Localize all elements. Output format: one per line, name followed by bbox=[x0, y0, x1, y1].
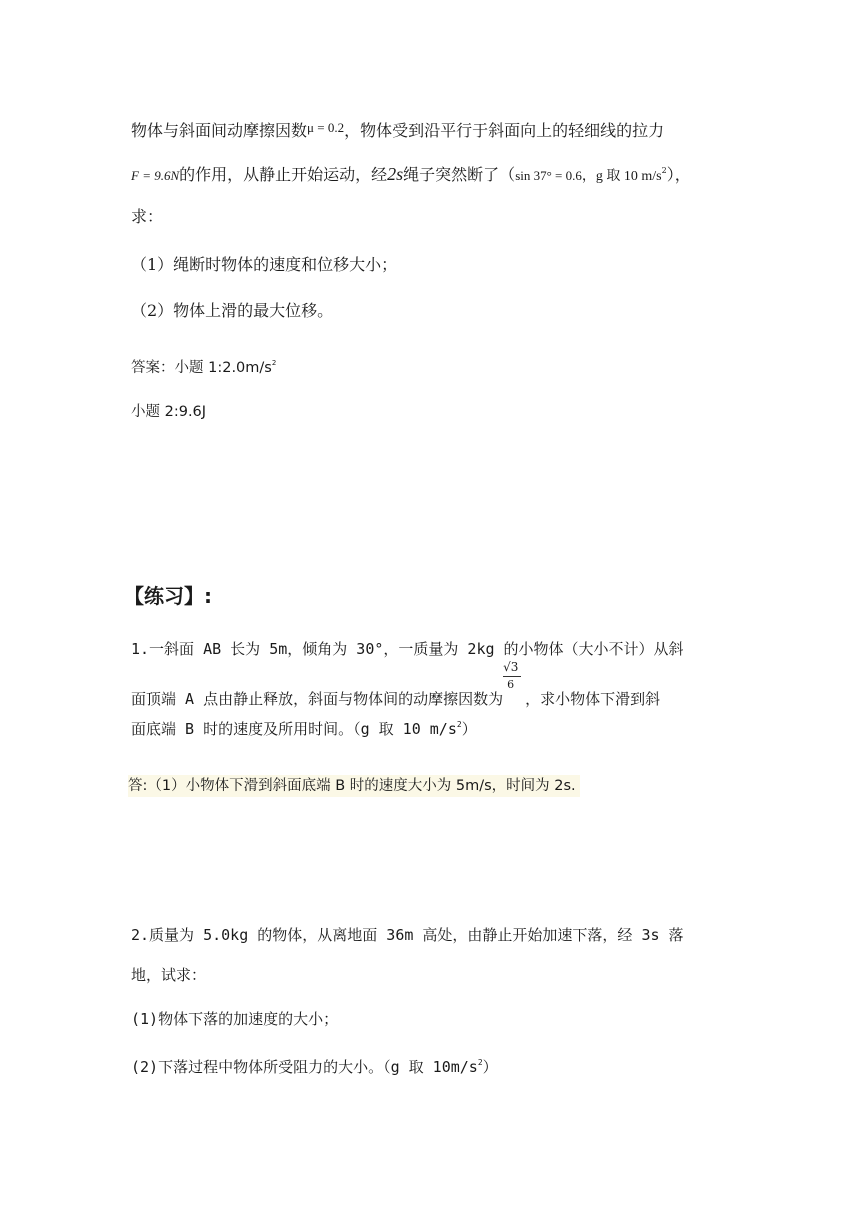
highlighted-answer: 答:（1）小物体下滑到斜面底端 B 时的速度大小为 5m/s，时间为 2s. bbox=[128, 775, 580, 797]
practice-2-line-1: 2.质量为 5.0kg 的物体，从离地面 36m 高处，由静止开始加速下落，经 3s 落 bbox=[131, 926, 684, 944]
problem-text: 绳子突然断了（ bbox=[403, 165, 516, 184]
superscript: 2 bbox=[456, 720, 462, 729]
superscript: 2 bbox=[477, 1058, 483, 1067]
superscript: 2 bbox=[661, 166, 667, 175]
question-2: （2）物体上滑的最大位移。 bbox=[131, 301, 334, 320]
problem-text: 物体与斜面间动摩擦因数 bbox=[131, 121, 308, 140]
answer-1 bbox=[131, 356, 276, 377]
practice-text: ，求小物体下滑到斜 bbox=[525, 690, 661, 708]
practice-text: 面顶端 A 点由静止释放，斜面与物体间的动摩擦因数为 bbox=[131, 690, 504, 708]
practice-heading: 【练习】: bbox=[124, 584, 212, 608]
superscript: 2 bbox=[271, 359, 277, 367]
practice-2-question-2 bbox=[131, 1056, 498, 1077]
practice-1-line-3 bbox=[131, 718, 477, 739]
problem-text: ，物体受到沿平行于斜面向上的轻细线的拉力 bbox=[344, 121, 665, 140]
practice-2-question-1: (1)物体下落的加速度的大小； bbox=[131, 1010, 339, 1028]
practice-1-answer bbox=[128, 774, 580, 795]
practice-1-line-2 bbox=[131, 660, 661, 709]
force-formula: F = 9.6N bbox=[131, 168, 180, 183]
mu-formula: μ = 0.2 bbox=[307, 120, 345, 135]
practice-text: ） bbox=[482, 1058, 498, 1076]
problem-line-1 bbox=[131, 118, 664, 141]
time-formula: 2s bbox=[387, 164, 404, 184]
answer-text: 答案：小题 1:2.0m/s bbox=[131, 360, 272, 376]
fraction-numerator: √3 bbox=[503, 660, 519, 674]
sqrt3-over-6-fraction bbox=[503, 660, 525, 706]
problem-text: 的作用，从静止开始运动，经 bbox=[179, 165, 388, 184]
question-1: （1）绳断时物体的速度和位移大小； bbox=[131, 255, 398, 274]
answer-2: 小题 2:9.6J bbox=[131, 404, 207, 420]
practice-1-line-1: 1.一斜面 AB 长为 5m，倾角为 30°，一质量为 2kg 的小物体（大小不计）从斜 bbox=[131, 640, 684, 658]
fraction-bar bbox=[503, 676, 521, 677]
practice-text: 面底端 B 时的速度及所用时间。（g 取 10 m/s bbox=[131, 720, 457, 738]
practice-text: ） bbox=[461, 720, 477, 738]
practice-text: (2)下落过程中物体所受阻力的大小。（g 取 10m/s bbox=[131, 1058, 478, 1076]
problem-line-3: 求： bbox=[131, 207, 164, 226]
problem-text: ）， bbox=[666, 165, 691, 184]
sin-formula: sin 37° = 0.6 bbox=[515, 168, 582, 183]
practice-2-line-2: 地，试求： bbox=[131, 966, 207, 984]
fraction-denominator: 6 bbox=[507, 678, 515, 691]
gravity-text: ，g 取 10 m/s bbox=[581, 169, 662, 184]
problem-line-2 bbox=[131, 162, 691, 185]
